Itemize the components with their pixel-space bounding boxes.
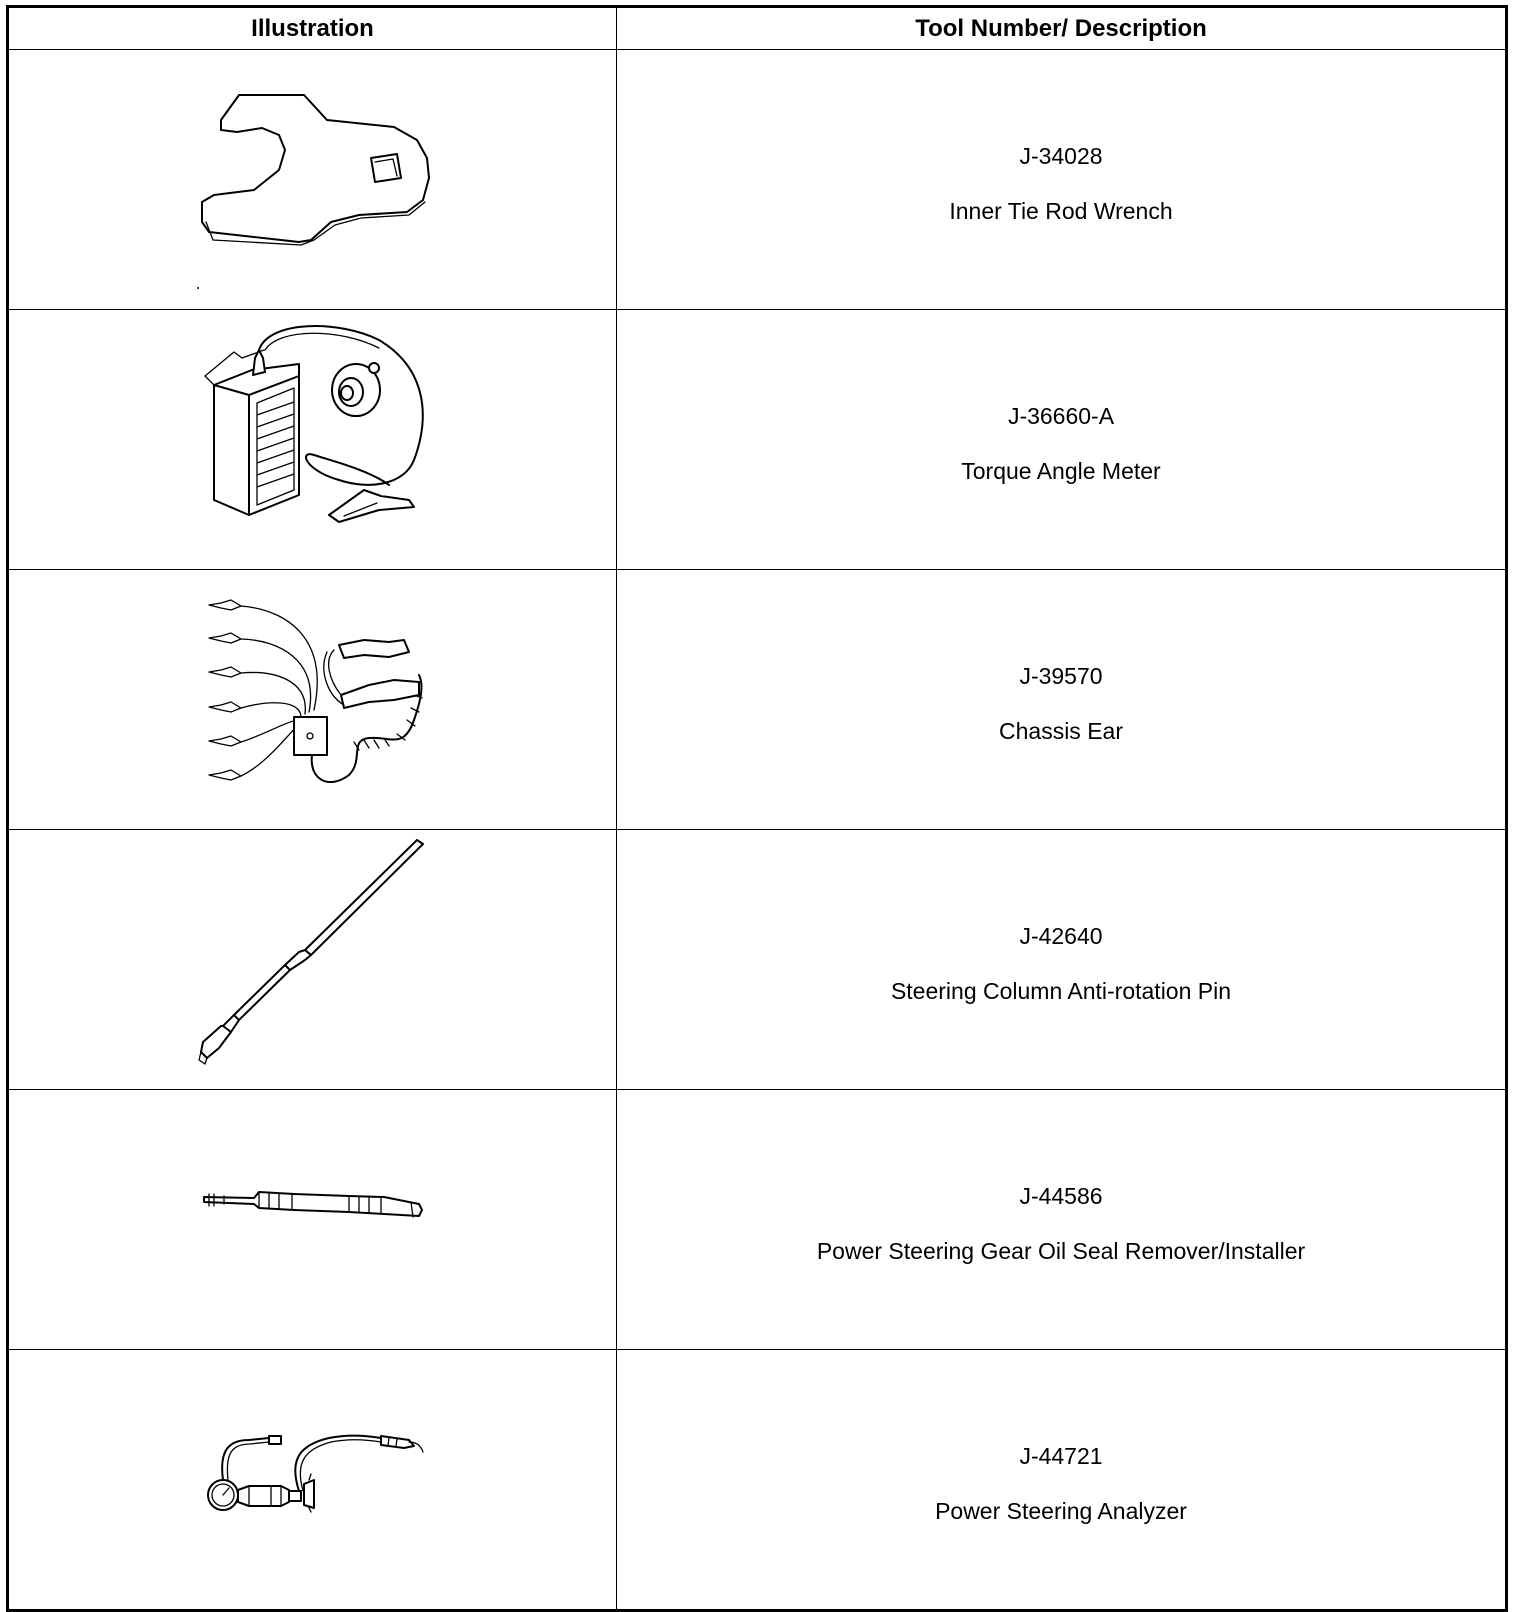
- header-tool-number-description: Tool Number/ Description: [617, 7, 1507, 50]
- seal-remover-installer-icon: [9, 1090, 618, 1349]
- inner-tie-rod-wrench-icon: [9, 50, 618, 309]
- chassis-ear-icon: [9, 570, 618, 829]
- illustration-cell: [8, 830, 617, 1090]
- illustration-cell: [8, 570, 617, 830]
- tool-description-cell: [617, 1090, 1507, 1350]
- tool-number: J-44721: [1019, 1443, 1103, 1469]
- table-row: [8, 570, 1507, 830]
- tool-description-cell: [617, 310, 1507, 570]
- tool-description-cell: [617, 50, 1507, 310]
- tool-number: J-34028: [1019, 143, 1103, 169]
- tool-description: Chassis Ear: [999, 718, 1123, 744]
- tool-description: Power Steering Analyzer: [935, 1498, 1187, 1524]
- tool-number: J-42640: [1019, 923, 1103, 949]
- tool-description: Steering Column Anti-rotation Pin: [890, 978, 1232, 1004]
- tool-number: J-44586: [1019, 1183, 1103, 1209]
- tool-description-cell: [617, 1350, 1507, 1611]
- illustration-cell: [8, 310, 617, 570]
- header-illustration: Illustration: [8, 7, 617, 50]
- tool-description-cell: [617, 830, 1507, 1090]
- tool-description: Power Steering Gear Oil Seal Remover/Installer: [816, 1238, 1306, 1264]
- illustration-cell: [8, 1090, 617, 1350]
- table-row: [8, 310, 1507, 570]
- tool-description: Inner Tie Rod Wrench: [949, 198, 1173, 224]
- table-row: [8, 50, 1507, 310]
- table-row: [8, 1090, 1507, 1350]
- power-steering-analyzer-icon: [9, 1350, 618, 1609]
- anti-rotation-pin-icon: [9, 830, 618, 1089]
- illustration-cell: [8, 50, 617, 310]
- tool-number: J-36660-A: [1007, 403, 1115, 429]
- tool-number: J-39570: [1019, 663, 1103, 689]
- tool-description-cell: [617, 570, 1507, 830]
- tool-description: Torque Angle Meter: [961, 458, 1161, 484]
- illustration-cell: [8, 1350, 617, 1611]
- table-header-row: [8, 7, 1507, 50]
- table-row: [8, 1350, 1507, 1611]
- table-row: [8, 830, 1507, 1090]
- torque-angle-meter-icon: [9, 310, 618, 569]
- special-tools-table: [6, 5, 1508, 1612]
